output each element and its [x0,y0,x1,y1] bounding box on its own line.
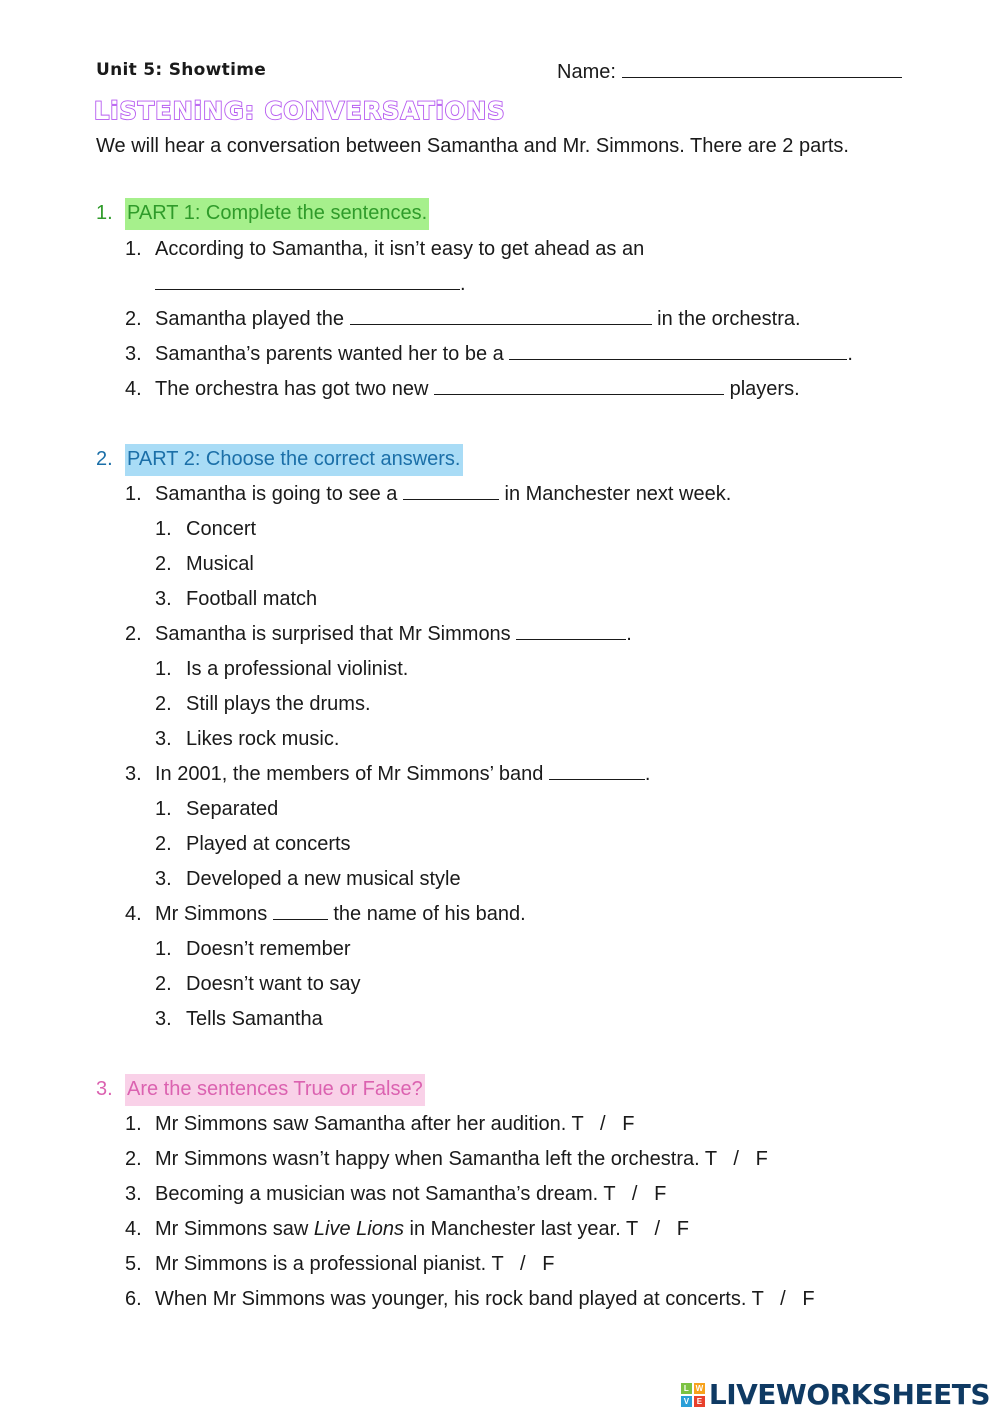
part1-q2-after: in the orchestra. [657,308,801,330]
part1-q2-blank[interactable] [350,308,652,325]
part1-q4 [155,378,800,401]
tf-item-text: Mr Simmons is a professional pianist. [155,1253,487,1275]
part2-q3-opt1-number: 1. [155,798,172,820]
tf-choice[interactable]: T / F [751,1288,815,1310]
part2-q2 [155,623,632,646]
tf-item-number: 2. [125,1148,142,1170]
part2-q4-after: the name of his band. [333,903,526,925]
tf-choice[interactable]: T / F [625,1218,689,1240]
part2-q2-option[interactable]: Likes rock music. [186,728,340,750]
tf-item-number: 3. [125,1183,142,1205]
tf-item-number: 5. [125,1253,142,1275]
part1-q1-end: . [460,273,466,295]
part2-q3-after: . [644,763,651,785]
tf-item-text: Becoming a musician was not Samantha’s dream. [155,1183,599,1205]
part2-q4-option[interactable]: Doesn’t remember [186,938,351,960]
tf-item [155,1218,689,1241]
part2-q2-number: 2. [125,623,142,645]
part1-q1-blank[interactable] [155,273,460,290]
part2-q4-blank[interactable] [273,903,328,920]
part2-number: 2. [96,448,113,470]
tf-item-text: Mr Simmons saw Samantha after her audition. [155,1113,567,1135]
logo-block: W [695,1383,704,1393]
part2-q3-number: 3. [125,763,142,785]
part2-q1-after: in Manchester next week. [504,483,732,505]
tf-item-text: When Mr Simmons was younger, his rock band played at concerts. [155,1288,747,1310]
tf-choice[interactable]: T / F [571,1113,635,1135]
part2-q1-opt3-number: 3. [155,588,172,610]
part2-q2-opt1-number: 1. [155,658,172,680]
part2-q2-before: Samantha is surprised that Mr Simmons [155,623,511,645]
part1-q1-number: 1. [125,238,142,260]
name-field[interactable] [557,59,902,84]
part2-q4-before: Mr Simmons [155,903,268,925]
part2-q3-option[interactable]: Separated [186,798,279,820]
part2-q4-opt1-number: 1. [155,938,172,960]
part2-q3-option[interactable]: Developed a new musical style [186,868,461,890]
part2-q4 [155,903,526,926]
part2-q4-opt2-number: 2. [155,973,172,995]
part1-q4-blank[interactable] [434,378,724,395]
part2-q1-number: 1. [125,483,142,505]
part2-q1-opt1-number: 1. [155,518,172,540]
tf-choice[interactable]: T / F [704,1148,768,1170]
part3-title-highlight: Are the sentences True or False? [125,1074,425,1106]
tf-item-number: 1. [125,1113,142,1135]
tf-choice[interactable]: T / F [603,1183,667,1205]
name-label: Name: [557,61,616,83]
part1-number: 1. [96,202,113,224]
tf-item [155,1183,666,1206]
tf-item-number: 6. [125,1288,142,1310]
tf-item-number: 4. [125,1218,142,1240]
part1-q4-number: 4. [125,378,142,400]
intro-text: We will hear a conversation between Samantha and Mr. Simmons. There are 2 parts. [96,135,849,157]
part2-q1-before: Samantha is going to see a [155,483,398,505]
part2-q2-after: . [626,623,632,645]
tf-item [155,1253,554,1276]
part2-q3-before: In 2001, the members of Mr Simmons’ band [155,763,544,785]
part2-q4-opt3-number: 3. [155,1008,172,1030]
part1-q1-answer[interactable] [155,273,466,296]
section-heading: LiSTENiNG: CONVERSATiONS [94,97,506,125]
part3-title [125,1078,425,1101]
part2-q2-opt2-number: 2. [155,693,172,715]
logo-blocks-icon [681,1383,705,1407]
part2-q2-opt3-number: 3. [155,728,172,750]
part1-title-highlight: PART 1: Complete the sentences. [125,198,429,230]
part2-q1-option[interactable]: Concert [186,518,257,540]
part1-q2-before: Samantha played the [155,308,345,330]
part1-q3 [155,343,853,366]
part2-q2-blank[interactable] [516,623,626,640]
liveworksheets-logo[interactable] [681,1378,990,1411]
part1-q3-blank[interactable] [509,343,847,360]
logo-block: V [681,1396,692,1407]
part2-q3-opt3-number: 3. [155,868,172,890]
part1-q4-before: The orchestra has got two new [155,378,429,400]
part2-q1-option[interactable]: Musical [186,553,254,575]
tf-choice[interactable]: T / F [491,1253,555,1275]
part1-q3-number: 3. [125,343,142,365]
part2-q3 [155,763,650,786]
tf-item [155,1113,634,1136]
part3-number: 3. [96,1078,113,1100]
part2-q1 [155,483,731,506]
logo-block: L [681,1383,692,1394]
part2-q3-blank[interactable] [549,763,645,780]
part1-q3-after: . [847,343,853,365]
part2-q4-option[interactable]: Doesn’t want to say [186,973,361,995]
part1-q4-after: players. [729,378,800,400]
part1-q3-before: Samantha’s parents wanted her to be a [155,343,504,365]
part1-q1-text: According to Samantha, it isn’t easy to get ahead as an [155,238,645,260]
unit-title: Unit 5: Showtime [96,60,267,80]
tf-item [155,1148,768,1171]
part2-q3-opt2-number: 2. [155,833,172,855]
tf-item-text: Mr Simmons saw [155,1218,309,1240]
part2-q3-option[interactable]: Played at concerts [186,833,351,855]
tf-item [155,1288,815,1311]
part1-title [125,202,429,225]
part2-q4-number: 4. [125,903,142,925]
tf-item-text: Mr Simmons wasn’t happy when Samantha left the orchestra. [155,1148,700,1170]
part2-q4-option[interactable]: Tells Samantha [186,1008,323,1030]
part2-q2-option[interactable]: Is a professional violinist. [186,658,409,680]
part2-q1-opt2-number: 2. [155,553,172,575]
part2-title [125,448,463,471]
logo-text: LIVEWORKSHEETS [708,1378,990,1411]
name-blank[interactable] [622,59,902,78]
part2-q2-option[interactable]: Still plays the drums. [186,693,371,715]
tf-item-text: in Manchester last year. [409,1218,621,1240]
part2-q1-option[interactable]: Football match [186,588,318,610]
logo-block: E [694,1396,705,1407]
part1-q2 [155,308,801,331]
part2-title-highlight: PART 2: Choose the correct answers. [125,444,463,476]
part1-q2-number: 2. [125,308,142,330]
tf-item-italic: Live Lions [313,1218,404,1240]
part2-q1-blank[interactable] [403,483,499,500]
